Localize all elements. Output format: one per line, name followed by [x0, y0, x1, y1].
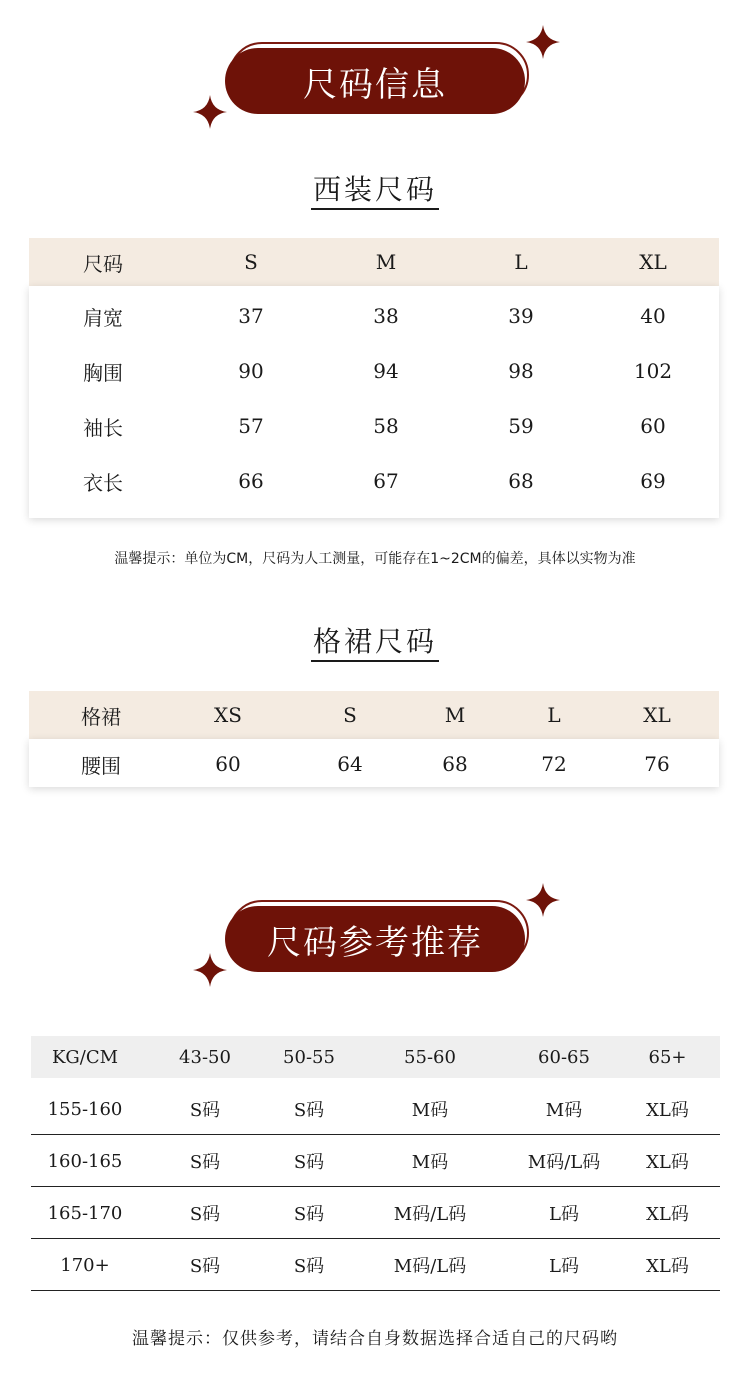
header-cell: KG/CM [51, 1046, 119, 1068]
header-cell: XL [643, 703, 671, 727]
row-label: 袖长 [83, 415, 123, 440]
table-row [31, 1137, 720, 1185]
table-row [29, 741, 699, 787]
table-row [29, 349, 711, 393]
table-row [31, 1189, 720, 1237]
header-cell: 43-50 [179, 1046, 231, 1068]
section-banner-recommend [225, 900, 530, 974]
section-banner-size-info [225, 42, 530, 116]
header-cell: 尺码 [83, 251, 123, 276]
row-divider [31, 1134, 720, 1135]
table-cell: 98 [508, 359, 534, 383]
row-divider [31, 1186, 720, 1187]
header-cell: 60-65 [538, 1046, 590, 1068]
banner-title: 尺码信息 [225, 48, 525, 114]
suit-size-title: 西装尺码 [0, 168, 750, 208]
table-cell: XL码 [646, 1256, 689, 1277]
row-label: 衣长 [83, 470, 123, 495]
table-cell: 94 [373, 359, 399, 383]
header-cell: 格裙 [81, 704, 121, 729]
table-cell: S码 [293, 1204, 325, 1225]
row-label: 165-170 [47, 1202, 123, 1224]
table-cell: 38 [373, 304, 399, 328]
table-row [29, 404, 711, 448]
table-cell: L码 [549, 1256, 579, 1277]
row-divider [31, 1290, 720, 1291]
sparkle-icon [526, 883, 560, 917]
table-cell: 68 [442, 752, 468, 776]
sparkle-icon [526, 25, 560, 59]
header-cell: L [547, 703, 561, 727]
header-cell: XL [639, 250, 667, 274]
table-cell: 60 [640, 414, 666, 438]
table-cell: XL码 [646, 1152, 689, 1173]
table-cell: M码 [411, 1152, 449, 1173]
table-cell: 67 [373, 469, 399, 493]
banner-title: 尺码参考推荐 [225, 906, 525, 972]
table-cell: 76 [644, 752, 670, 776]
table-cell: L码 [549, 1204, 579, 1225]
sparkle-icon [193, 953, 227, 987]
table-row [29, 459, 711, 503]
row-label: 160-165 [47, 1150, 123, 1172]
table-cell: S码 [293, 1256, 325, 1277]
table-cell: XL码 [646, 1204, 689, 1225]
table-cell: 64 [337, 752, 363, 776]
table-cell: S码 [189, 1256, 221, 1277]
skirt-size-title: 格裙尺码 [0, 620, 750, 660]
table-cell: S码 [189, 1204, 221, 1225]
header-cell: M [444, 703, 466, 727]
header-cell: 50-55 [283, 1046, 335, 1068]
table-cell: 90 [238, 359, 264, 383]
table-cell: M码/L码 [527, 1152, 601, 1173]
header-cell: 55-60 [404, 1046, 456, 1068]
header-cell: 65+ [648, 1046, 687, 1068]
table-cell: XL码 [646, 1100, 689, 1121]
header-cell: XS [214, 703, 242, 727]
table-cell: 102 [633, 359, 673, 383]
table-cell: M码/L码 [393, 1256, 467, 1277]
skirt-header-row [29, 691, 699, 739]
header-cell: M [375, 250, 397, 274]
row-label: 155-160 [47, 1098, 123, 1120]
table-cell: S码 [293, 1152, 325, 1173]
sparkle-icon [193, 95, 227, 129]
table-cell: 58 [373, 414, 399, 438]
table-cell: 60 [215, 752, 241, 776]
suit-header-row [29, 238, 711, 286]
table-row [29, 294, 711, 338]
table-cell: 66 [238, 469, 264, 493]
header-cell: S [343, 703, 357, 727]
row-label: 腰围 [81, 753, 121, 778]
row-label: 肩宽 [83, 305, 123, 330]
recommend-header-row [31, 1036, 720, 1078]
table-cell: 72 [541, 752, 567, 776]
table-cell: 39 [508, 304, 534, 328]
table-cell: 57 [238, 414, 264, 438]
row-label: 170+ [60, 1254, 110, 1276]
table-cell: 69 [640, 469, 666, 493]
table-cell: M码 [545, 1100, 583, 1121]
table-row [31, 1241, 720, 1289]
table-cell: M码 [411, 1100, 449, 1121]
table-cell: M码/L码 [393, 1204, 467, 1225]
table-cell: 68 [508, 469, 534, 493]
table-cell: 40 [640, 304, 666, 328]
recommend-note: 温馨提示：仅供参考，请结合自身数据选择合适自己的尺码哟 [132, 1329, 618, 1349]
header-cell: L [514, 250, 528, 274]
suit-note: 温馨提示：单位为CM，尺码为人工测量，可能存在1~2CM的偏差，具体以实物为准 [114, 551, 636, 567]
table-cell: S码 [189, 1100, 221, 1121]
row-label: 胸围 [83, 360, 123, 385]
table-cell: S码 [293, 1100, 325, 1121]
table-row [31, 1085, 720, 1133]
header-cell: S [244, 250, 258, 274]
table-cell: 59 [508, 414, 534, 438]
table-cell: 37 [238, 304, 264, 328]
row-divider [31, 1238, 720, 1239]
table-cell: S码 [189, 1152, 221, 1173]
